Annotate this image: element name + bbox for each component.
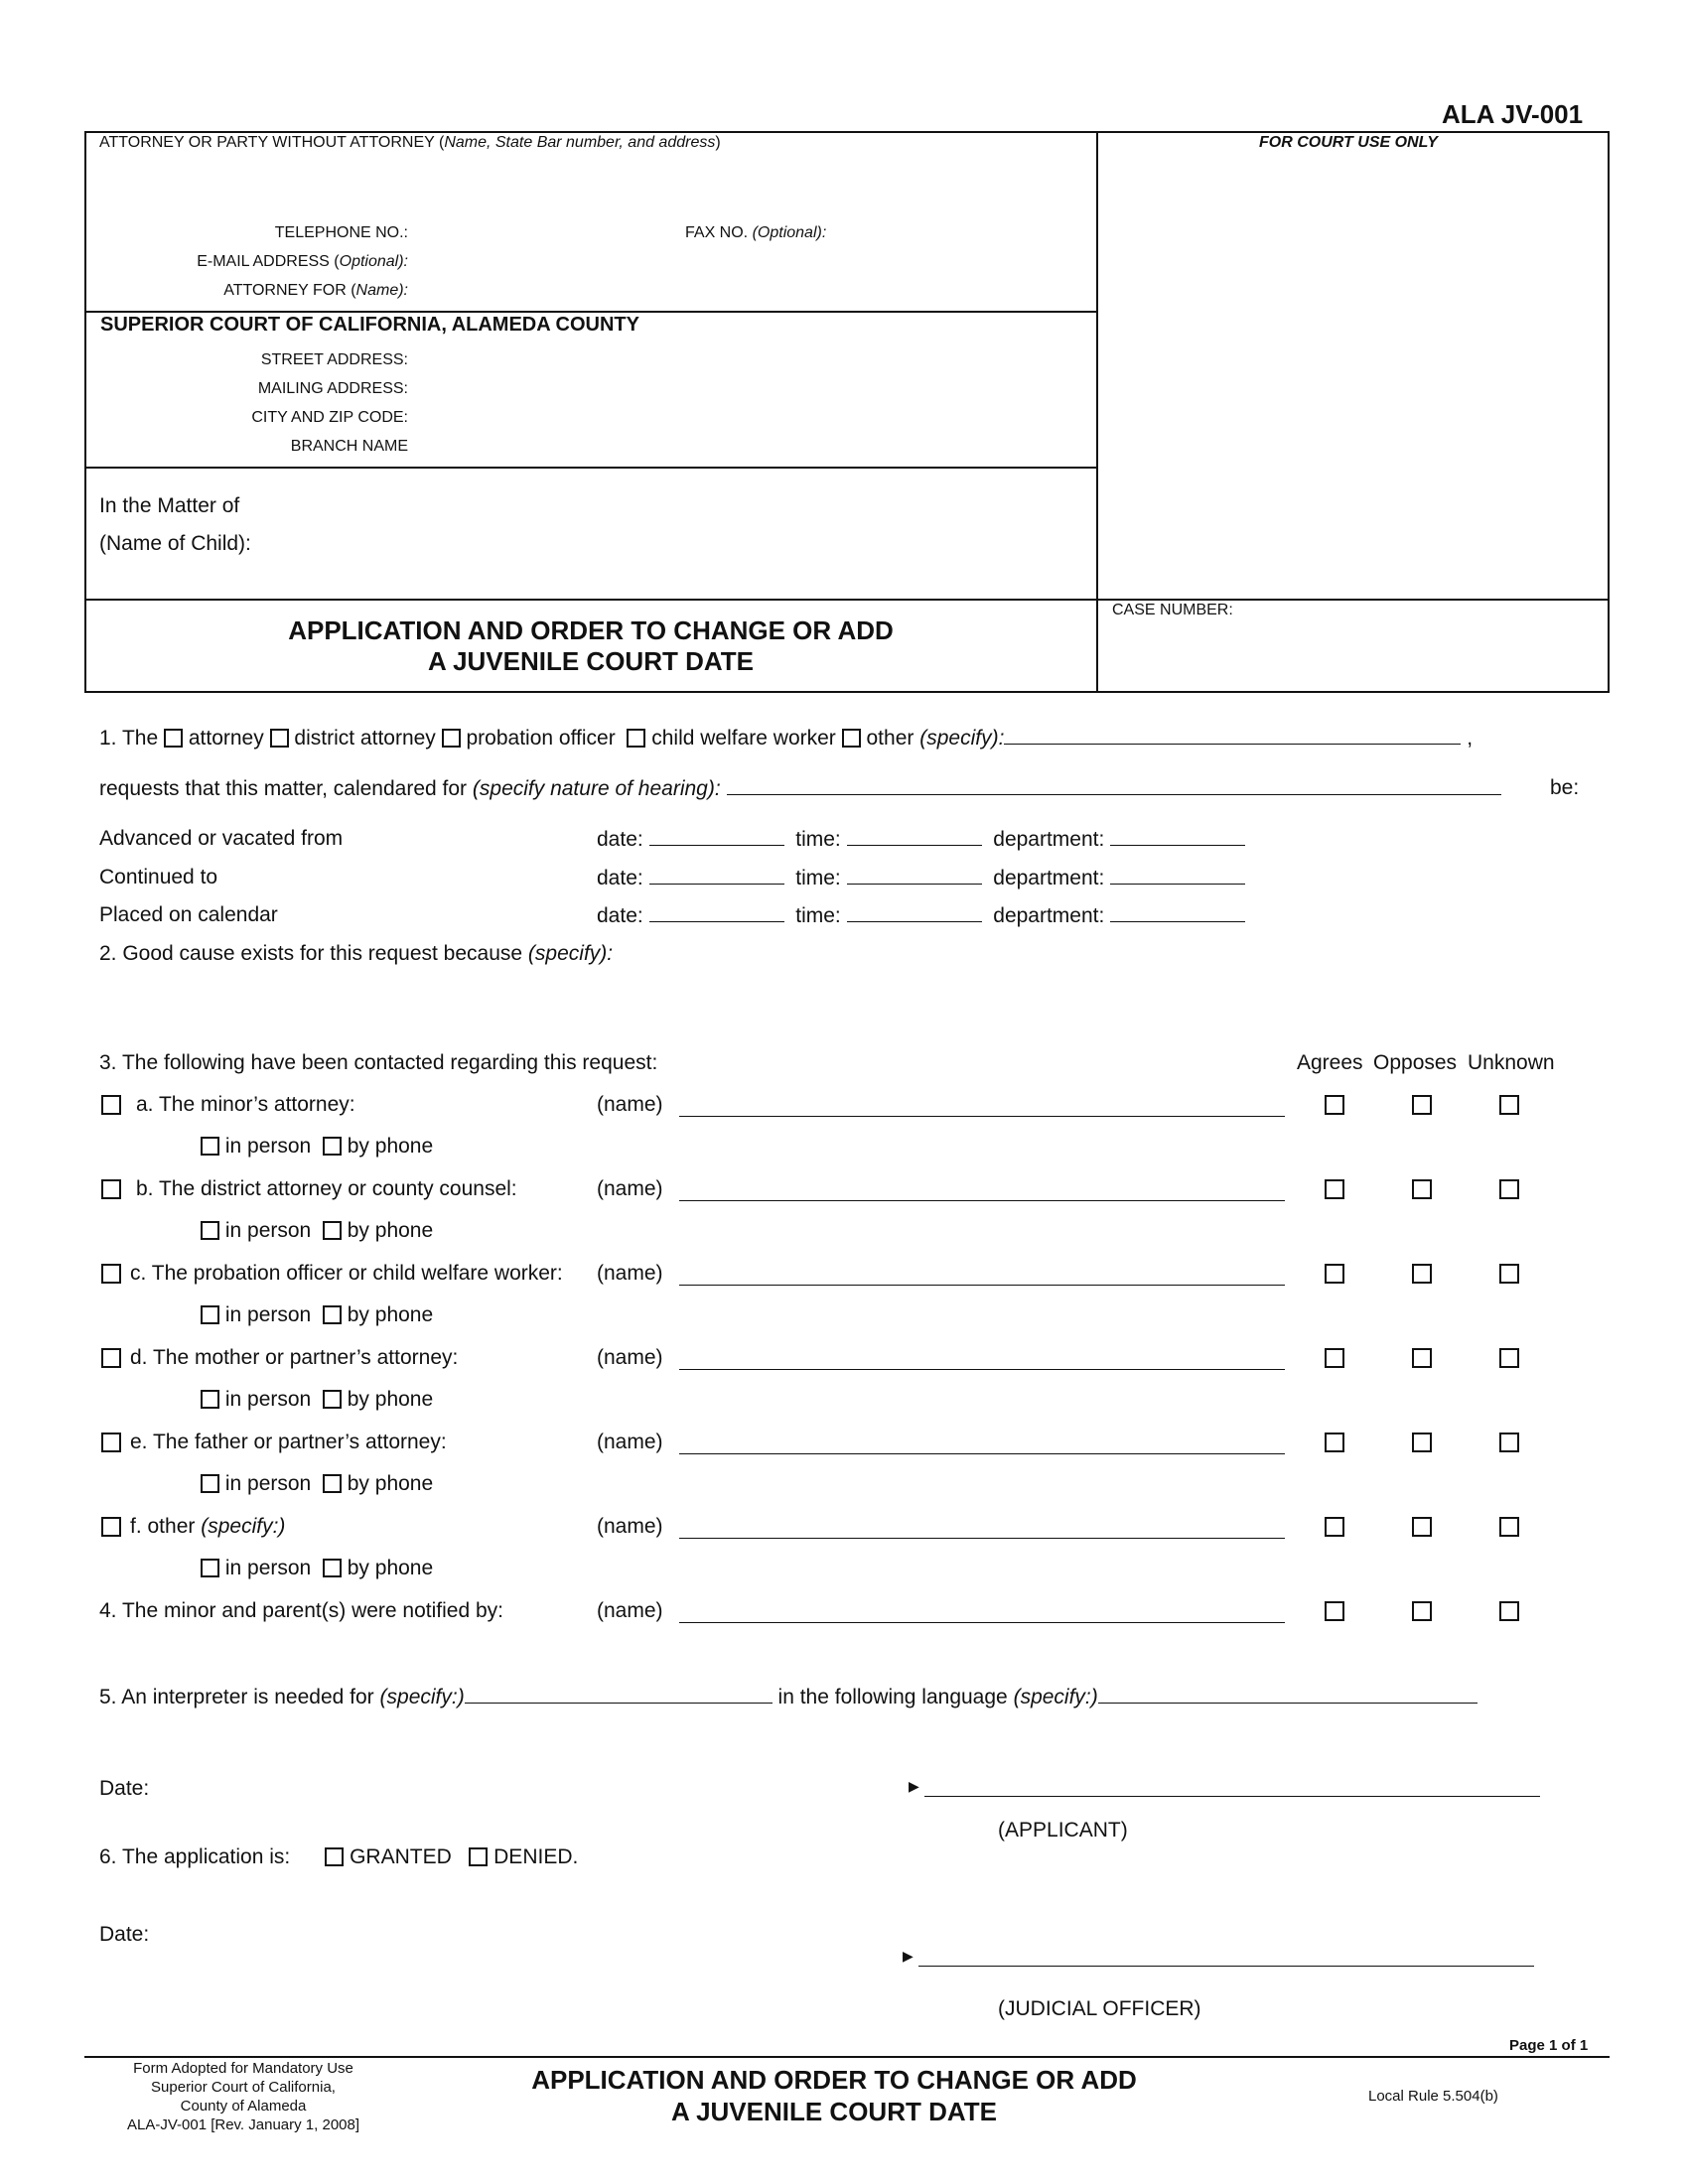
row-a-checkbox[interactable] [101,1095,121,1115]
item4-opposes[interactable] [1412,1601,1432,1621]
row-b-checkbox[interactable] [101,1179,121,1199]
col-unknown: Unknown [1468,1051,1555,1074]
local-rule: Local Rule 5.504(b) [1368,2088,1498,2105]
other-specify-field[interactable] [1004,726,1461,745]
applicant-arrow-icon: ▶ [909,1778,919,1794]
row-d-name-label: (name) [597,1346,663,1369]
row-e-by-phone-checkbox[interactable] [323,1474,342,1493]
row-d-agrees[interactable] [1325,1348,1344,1368]
row-d-unknown[interactable] [1499,1348,1519,1368]
item4-label: 4. The minor and parent(s) were notified by: [99,1599,503,1622]
item3-line: 3. The following have been contacted regarding this request: [99,1051,658,1074]
advanced-department[interactable] [1110,827,1245,846]
row-e-name-label: (name) [597,1431,663,1453]
row-c-opposes[interactable] [1412,1264,1432,1284]
form-title-line2: A JUVENILE COURT DATE [428,646,754,676]
row-a-contact: in person by phone [201,1135,433,1159]
row-a-unknown[interactable] [1499,1095,1519,1115]
footer-rule [84,2056,1610,2058]
row-f-by-phone-checkbox[interactable] [323,1559,342,1577]
continued-department[interactable] [1110,866,1245,885]
date-label-applicant: Date: [99,1777,150,1800]
item4-unknown[interactable] [1499,1601,1519,1621]
row-f-checkbox[interactable] [101,1517,121,1537]
row-c-unknown[interactable] [1499,1264,1519,1284]
row-b-agrees[interactable] [1325,1179,1344,1199]
be-label: be: [1550,776,1580,799]
placed-fields: date: time: department: [597,903,1245,928]
row-b-label: b. The district attorney or county counsel: [136,1177,517,1200]
row-e-opposes[interactable] [1412,1433,1432,1452]
footer-adopted: Form Adopted for Mandatory Use Superior Court of California, County of Alameda ALA-JV-001 [Rev. January 1, 2008] [126,2060,360,2133]
other-checkbox[interactable] [842,729,861,748]
advanced-date[interactable] [649,827,784,846]
row-c-by-phone-checkbox[interactable] [323,1305,342,1324]
row-e-in-person-checkbox[interactable] [201,1474,219,1493]
advanced-fields: date: time: department: [597,827,1245,852]
judicial-label: (JUDICIAL OFFICER) [998,1997,1201,2020]
row-a-agrees[interactable] [1325,1095,1344,1115]
court-name: SUPERIOR COURT OF CALIFORNIA, ALAMEDA COUNTY [100,314,639,336]
row-a-label: a. The minor’s attorney: [136,1093,355,1116]
row-c-agrees[interactable] [1325,1264,1344,1284]
item4-agrees[interactable] [1325,1601,1344,1621]
row-c-label: c. The probation officer or child welfare worker: [130,1262,563,1285]
continued-label: Continued to [99,866,218,888]
row-a-opposes[interactable] [1412,1095,1432,1115]
placed-department[interactable] [1110,903,1245,922]
continued-fields: date: time: department: [597,866,1245,890]
row-a-in-person-checkbox[interactable] [201,1137,219,1156]
row-a-name-field[interactable] [679,1116,1285,1117]
matter-line1: In the Matter of [99,494,240,517]
row-c-name-label: (name) [597,1262,663,1285]
hearing-nature-field[interactable] [727,776,1501,795]
case-number-label: CASE NUMBER: [1112,602,1233,618]
applicant-signature-line[interactable] [924,1796,1540,1797]
row-f-opposes[interactable] [1412,1517,1432,1537]
row-f-in-person-checkbox[interactable] [201,1559,219,1577]
row-c-in-person-checkbox[interactable] [201,1305,219,1324]
granted-checkbox[interactable] [325,1847,344,1866]
attorney-label: ATTORNEY OR PARTY WITHOUT ATTORNEY (Name, State Bar number, and address) [99,134,721,151]
row-f-agrees[interactable] [1325,1517,1344,1537]
placed-date[interactable] [649,903,784,922]
interpreter-for-field[interactable] [465,1685,773,1704]
advanced-label: Advanced or vacated from [99,827,344,850]
advanced-time[interactable] [847,827,982,846]
telephone-label: TELEPHONE NO.: [274,224,408,241]
placed-time[interactable] [847,903,982,922]
row-d-label: d. The mother or partner’s attorney: [130,1346,459,1369]
item2-line: 2. Good cause exists for this request because (specify): [99,942,614,965]
row-e-checkbox[interactable] [101,1433,121,1452]
denied-checkbox[interactable] [469,1847,488,1866]
row-b-unknown[interactable] [1499,1179,1519,1199]
row-c-checkbox[interactable] [101,1264,121,1284]
row-d-in-person-checkbox[interactable] [201,1390,219,1409]
probation-officer-checkbox[interactable] [442,729,461,748]
item1-line: 1. The attorney district attorney probation officer child welfare worker other (specify): , [99,727,1474,750]
fax-label: FAX NO. (Optional): [685,224,827,241]
interpreter-language-field[interactable] [1098,1685,1477,1704]
row-d-name-field[interactable] [679,1369,1285,1370]
row-e-contact: in person by phone [201,1472,433,1496]
mailing-label: MAILING ADDRESS: [257,380,408,397]
row-f-contact: in person by phone [201,1557,433,1580]
col-opposes: Opposes [1373,1051,1458,1074]
branch-label: BRANCH NAME [290,438,408,455]
matter-line2: (Name of Child): [99,532,251,555]
judicial-signature-line[interactable] [918,1966,1534,1967]
continued-time[interactable] [847,866,982,885]
applicant-label: (APPLICANT) [998,1819,1128,1842]
row-a-name-label: (name) [597,1093,663,1116]
row-f-unknown[interactable] [1499,1517,1519,1537]
district-attorney-checkbox[interactable] [270,729,289,748]
form-id: ALA JV-001 [1442,99,1584,129]
item5-line: 5. An interpreter is needed for (specify:) in the following language (specify:) [99,1685,1477,1709]
row-e-agrees[interactable] [1325,1433,1344,1452]
item4-name-field[interactable] [679,1622,1285,1623]
row-e-unknown[interactable] [1499,1433,1519,1452]
row-b-by-phone-checkbox[interactable] [323,1221,342,1240]
footer-title-line2: A JUVENILE COURT DATE [671,2097,997,2126]
row-b-name-label: (name) [597,1177,663,1200]
city-label: CITY AND ZIP CODE: [251,409,408,426]
row-d-by-phone-checkbox[interactable] [323,1390,342,1409]
email-label: E-MAIL ADDRESS (Optional): [197,253,408,270]
row-d-contact: in person by phone [201,1388,433,1412]
row-c-name-field[interactable] [679,1285,1285,1286]
child-welfare-worker-checkbox[interactable] [627,729,645,748]
row-b-contact: in person by phone [201,1219,433,1243]
row-f-name-label: (name) [597,1515,663,1538]
placed-label: Placed on calendar [99,903,278,926]
row-d-opposes[interactable] [1412,1348,1432,1368]
row-b-opposes[interactable] [1412,1179,1432,1199]
row-f-name-field[interactable] [679,1538,1285,1539]
court-use-label: FOR COURT USE ONLY [1259,134,1438,151]
continued-date[interactable] [649,866,784,885]
attorney-for-label: ATTORNEY FOR (Name): [223,282,408,299]
item6-line: 6. The application is: GRANTED DENIED. [99,1845,579,1868]
date-label-judicial: Date: [99,1923,150,1946]
item4-name-label: (name) [597,1599,663,1622]
form-title-line1: APPLICATION AND ORDER TO CHANGE OR ADD [288,615,894,645]
row-d-checkbox[interactable] [101,1348,121,1368]
row-e-name-field[interactable] [679,1453,1285,1454]
page-number: Page 1 of 1 [1509,2037,1589,2054]
row-b-name-field[interactable] [679,1200,1285,1201]
row-a-by-phone-checkbox[interactable] [323,1137,342,1156]
row-c-contact: in person by phone [201,1303,433,1327]
street-label: STREET ADDRESS: [260,351,408,368]
row-b-in-person-checkbox[interactable] [201,1221,219,1240]
attorney-checkbox[interactable] [164,729,183,748]
judicial-arrow-icon: ▶ [903,1948,914,1964]
col-agrees: Agrees [1297,1051,1363,1074]
item1-requests-line: requests that this matter, calendared for (specify nature of hearing): [99,776,1501,801]
row-e-label: e. The father or partner’s attorney: [130,1431,447,1453]
footer-title-line1: APPLICATION AND ORDER TO CHANGE OR ADD [531,2065,1137,2095]
row-f-label: f. other (specify:) [130,1515,286,1538]
